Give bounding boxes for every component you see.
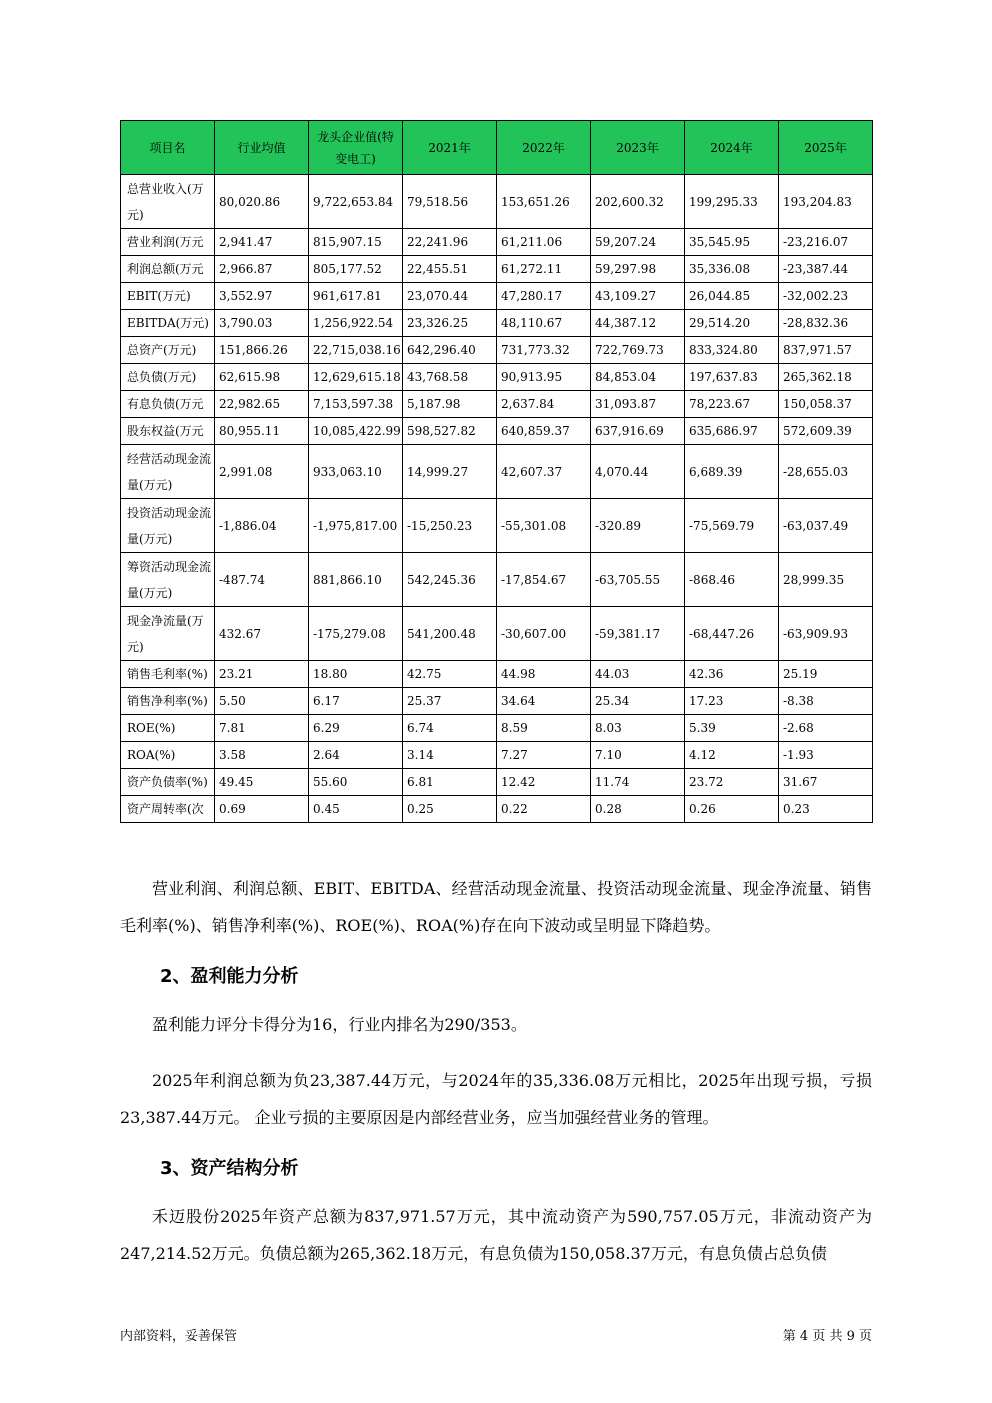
value-cell: 4,070.44 bbox=[591, 445, 685, 499]
value-cell: 635,686.97 bbox=[685, 418, 779, 445]
value-cell: 202,600.32 bbox=[591, 175, 685, 229]
value-cell: 80,020.86 bbox=[215, 175, 309, 229]
row-label-cell: 销售毛利率(%) bbox=[121, 661, 215, 688]
value-cell: 44,387.12 bbox=[591, 310, 685, 337]
value-cell: 48,110.67 bbox=[497, 310, 591, 337]
value-cell: 34.64 bbox=[497, 688, 591, 715]
row-label-cell: 总资产(万元) bbox=[121, 337, 215, 364]
value-cell: 78,223.67 bbox=[685, 391, 779, 418]
value-cell: 62,615.98 bbox=[215, 364, 309, 391]
value-cell: 10,085,422.99 bbox=[309, 418, 403, 445]
table-row bbox=[121, 445, 873, 499]
value-cell: 265,362.18 bbox=[779, 364, 873, 391]
table-row bbox=[121, 499, 873, 553]
value-cell: 17.23 bbox=[685, 688, 779, 715]
value-cell: 35,336.08 bbox=[685, 256, 779, 283]
value-cell: -1.93 bbox=[779, 742, 873, 769]
header-cell: 行业均值 bbox=[215, 121, 309, 175]
value-cell: -2.68 bbox=[779, 715, 873, 742]
value-cell: 3,552.97 bbox=[215, 283, 309, 310]
table-header-row bbox=[121, 121, 873, 175]
value-cell: -63,909.93 bbox=[779, 607, 873, 661]
row-label-cell: 销售净利率(%) bbox=[121, 688, 215, 715]
section-2-heading: 2、盈利能力分析 bbox=[160, 966, 299, 987]
value-cell: -8.38 bbox=[779, 688, 873, 715]
value-cell: 5,187.98 bbox=[403, 391, 497, 418]
row-label-cell: 筹资活动现金流量(万元) bbox=[121, 553, 215, 607]
value-cell: 197,637.83 bbox=[685, 364, 779, 391]
section-2-paragraph-1: 盈利能力评分卡得分为16，行业内排名为290/353。 bbox=[152, 1015, 527, 1034]
value-cell: 961,617.81 bbox=[309, 283, 403, 310]
value-cell: 22,982.65 bbox=[215, 391, 309, 418]
value-cell: 22,715,038.16 bbox=[309, 337, 403, 364]
table-row bbox=[121, 607, 873, 661]
value-cell: 8.03 bbox=[591, 715, 685, 742]
value-cell: 79,518.56 bbox=[403, 175, 497, 229]
value-cell: 2,966.87 bbox=[215, 256, 309, 283]
trend-paragraph: 营业利润、利润总额、EBIT、EBITDA、经营活动现金流量、投资活动现金流量、现金净流量、销售毛利率(%)、销售净利率(%)、ROE(%)、ROA(%)存在向下波动或呈明显下降趋势。 bbox=[120, 879, 872, 935]
row-label-cell: 资产负债率(%) bbox=[121, 769, 215, 796]
value-cell: 6.17 bbox=[309, 688, 403, 715]
table-row bbox=[121, 553, 873, 607]
value-cell: 153,651.26 bbox=[497, 175, 591, 229]
footer-confidential-note: 内部资料，妥善保管 bbox=[120, 1329, 238, 1344]
row-label-cell: EBIT(万元) bbox=[121, 283, 215, 310]
value-cell: 637,916.69 bbox=[591, 418, 685, 445]
value-cell: 14,999.27 bbox=[403, 445, 497, 499]
value-cell: 59,207.24 bbox=[591, 229, 685, 256]
table-row bbox=[121, 256, 873, 283]
value-cell: 2,991.08 bbox=[215, 445, 309, 499]
value-cell: 0.28 bbox=[591, 796, 685, 823]
header-cell: 2021年 bbox=[403, 121, 497, 175]
table-row bbox=[121, 796, 873, 823]
value-cell: -15,250.23 bbox=[403, 499, 497, 553]
value-cell: 598,527.82 bbox=[403, 418, 497, 445]
value-cell: -28,655.03 bbox=[779, 445, 873, 499]
table-row bbox=[121, 418, 873, 445]
value-cell: 199,295.33 bbox=[685, 175, 779, 229]
value-cell: 0.25 bbox=[403, 796, 497, 823]
header-cell: 项目名 bbox=[121, 121, 215, 175]
value-cell: 31,093.87 bbox=[591, 391, 685, 418]
value-cell: -487.74 bbox=[215, 553, 309, 607]
section-2-paragraph-2: 2025年利润总额为负23,387.44万元，与2024年的35,336.08万元相比，2025年出现亏损，亏损23,387.44万元。 企业亏损的主要原因是内部经营业务，应当加强经营业务的管理。 bbox=[120, 1071, 872, 1127]
row-label-cell: 利润总额(万元 bbox=[121, 256, 215, 283]
value-cell: -23,387.44 bbox=[779, 256, 873, 283]
value-cell: 542,245.36 bbox=[403, 553, 497, 607]
value-cell: 22,241.96 bbox=[403, 229, 497, 256]
value-cell: 193,204.83 bbox=[779, 175, 873, 229]
header-cell: 2022年 bbox=[497, 121, 591, 175]
footer-page-number: 第 4 页 共 9 页 bbox=[782, 1329, 872, 1344]
value-cell: 0.45 bbox=[309, 796, 403, 823]
row-label-cell: 总营业收入(万元) bbox=[121, 175, 215, 229]
value-cell: 2.64 bbox=[309, 742, 403, 769]
value-cell: 5.50 bbox=[215, 688, 309, 715]
value-cell: 731,773.32 bbox=[497, 337, 591, 364]
value-cell: 6.74 bbox=[403, 715, 497, 742]
value-cell: 6.81 bbox=[403, 769, 497, 796]
table-row bbox=[121, 742, 873, 769]
value-cell: 55.60 bbox=[309, 769, 403, 796]
section-3-heading: 3、资产结构分析 bbox=[160, 1158, 299, 1179]
value-cell: 44.98 bbox=[497, 661, 591, 688]
value-cell: 23,326.25 bbox=[403, 310, 497, 337]
value-cell: 59,297.98 bbox=[591, 256, 685, 283]
value-cell: 0.22 bbox=[497, 796, 591, 823]
value-cell: 18.80 bbox=[309, 661, 403, 688]
value-cell: -17,854.67 bbox=[497, 553, 591, 607]
value-cell: 43,109.27 bbox=[591, 283, 685, 310]
value-cell: 4.12 bbox=[685, 742, 779, 769]
value-cell: 23.72 bbox=[685, 769, 779, 796]
value-cell: 42.36 bbox=[685, 661, 779, 688]
value-cell: 80,955.11 bbox=[215, 418, 309, 445]
value-cell: 0.69 bbox=[215, 796, 309, 823]
table-row bbox=[121, 661, 873, 688]
value-cell: -75,569.79 bbox=[685, 499, 779, 553]
value-cell: 722,769.73 bbox=[591, 337, 685, 364]
value-cell: 151,866.26 bbox=[215, 337, 309, 364]
value-cell: 7.27 bbox=[497, 742, 591, 769]
value-cell: -1,886.04 bbox=[215, 499, 309, 553]
value-cell: 43,768.58 bbox=[403, 364, 497, 391]
financial-table bbox=[120, 120, 873, 823]
table-row bbox=[121, 337, 873, 364]
value-cell: 837,971.57 bbox=[779, 337, 873, 364]
value-cell: 7.10 bbox=[591, 742, 685, 769]
header-cell: 2023年 bbox=[591, 121, 685, 175]
value-cell: 150,058.37 bbox=[779, 391, 873, 418]
value-cell: -55,301.08 bbox=[497, 499, 591, 553]
value-cell: 6.29 bbox=[309, 715, 403, 742]
value-cell: -175,279.08 bbox=[309, 607, 403, 661]
row-label-cell: 经营活动现金流量(万元) bbox=[121, 445, 215, 499]
table-row bbox=[121, 175, 873, 229]
value-cell: 23,070.44 bbox=[403, 283, 497, 310]
value-cell: 7.81 bbox=[215, 715, 309, 742]
value-cell: 0.26 bbox=[685, 796, 779, 823]
value-cell: 25.19 bbox=[779, 661, 873, 688]
value-cell: 90,913.95 bbox=[497, 364, 591, 391]
value-cell: 572,609.39 bbox=[779, 418, 873, 445]
value-cell: -32,002.23 bbox=[779, 283, 873, 310]
value-cell: 1,256,922.54 bbox=[309, 310, 403, 337]
value-cell: 49.45 bbox=[215, 769, 309, 796]
value-cell: 42,607.37 bbox=[497, 445, 591, 499]
row-label-cell: EBITDA(万元) bbox=[121, 310, 215, 337]
value-cell: 541,200.48 bbox=[403, 607, 497, 661]
value-cell: 432.67 bbox=[215, 607, 309, 661]
value-cell: 31.67 bbox=[779, 769, 873, 796]
section-3-paragraph-1: 禾迈股份2025年资产总额为837,971.57万元，其中流动资产为590,757.05万元，非流动资产为247,214.52万元。负债总额为265,362.18万元，有息负债为150,058.37万元，有息负债占总负债 bbox=[120, 1207, 872, 1263]
header-cell: 2025年 bbox=[779, 121, 873, 175]
value-cell: -63,705.55 bbox=[591, 553, 685, 607]
value-cell: 3.14 bbox=[403, 742, 497, 769]
value-cell: 42.75 bbox=[403, 661, 497, 688]
value-cell: 12,629,615.18 bbox=[309, 364, 403, 391]
row-label-cell: 投资活动现金流量(万元) bbox=[121, 499, 215, 553]
value-cell: -1,975,817.00 bbox=[309, 499, 403, 553]
value-cell: 23.21 bbox=[215, 661, 309, 688]
value-cell: 47,280.17 bbox=[497, 283, 591, 310]
value-cell: 2,941.47 bbox=[215, 229, 309, 256]
row-label-cell: 股东权益(万元 bbox=[121, 418, 215, 445]
value-cell: 6,689.39 bbox=[685, 445, 779, 499]
value-cell: 44.03 bbox=[591, 661, 685, 688]
value-cell: 29,514.20 bbox=[685, 310, 779, 337]
row-label-cell: 资产周转率(次 bbox=[121, 796, 215, 823]
table-row bbox=[121, 229, 873, 256]
table-row bbox=[121, 364, 873, 391]
value-cell: 9,722,653.84 bbox=[309, 175, 403, 229]
value-cell: 84,853.04 bbox=[591, 364, 685, 391]
row-label-cell: ROA(%) bbox=[121, 742, 215, 769]
value-cell: 0.23 bbox=[779, 796, 873, 823]
value-cell: 640,859.37 bbox=[497, 418, 591, 445]
table-row bbox=[121, 310, 873, 337]
header-cell: 龙头企业值(特变电工) bbox=[309, 121, 403, 175]
header-cell: 2024年 bbox=[685, 121, 779, 175]
value-cell: -59,381.17 bbox=[591, 607, 685, 661]
table-row bbox=[121, 715, 873, 742]
value-cell: 61,272.11 bbox=[497, 256, 591, 283]
value-cell: 3,790.03 bbox=[215, 310, 309, 337]
value-cell: 642,296.40 bbox=[403, 337, 497, 364]
value-cell: 35,545.95 bbox=[685, 229, 779, 256]
value-cell: -30,607.00 bbox=[497, 607, 591, 661]
value-cell: 25.37 bbox=[403, 688, 497, 715]
value-cell: 25.34 bbox=[591, 688, 685, 715]
value-cell: -63,037.49 bbox=[779, 499, 873, 553]
table-row bbox=[121, 391, 873, 418]
value-cell: 881,866.10 bbox=[309, 553, 403, 607]
value-cell: 26,044.85 bbox=[685, 283, 779, 310]
value-cell: 5.39 bbox=[685, 715, 779, 742]
value-cell: -68,447.26 bbox=[685, 607, 779, 661]
row-label-cell: 总负债(万元) bbox=[121, 364, 215, 391]
table-row bbox=[121, 688, 873, 715]
value-cell: 815,907.15 bbox=[309, 229, 403, 256]
value-cell: 933,063.10 bbox=[309, 445, 403, 499]
table-row bbox=[121, 283, 873, 310]
row-label-cell: ROE(%) bbox=[121, 715, 215, 742]
value-cell: 11.74 bbox=[591, 769, 685, 796]
row-label-cell: 现金净流量(万元) bbox=[121, 607, 215, 661]
value-cell: -28,832.36 bbox=[779, 310, 873, 337]
value-cell: 805,177.52 bbox=[309, 256, 403, 283]
row-label-cell: 有息负债(万元 bbox=[121, 391, 215, 418]
value-cell: 12.42 bbox=[497, 769, 591, 796]
value-cell: -320.89 bbox=[591, 499, 685, 553]
value-cell: 8.59 bbox=[497, 715, 591, 742]
value-cell: 833,324.80 bbox=[685, 337, 779, 364]
value-cell: -868.46 bbox=[685, 553, 779, 607]
value-cell: 2,637.84 bbox=[497, 391, 591, 418]
value-cell: 7,153,597.38 bbox=[309, 391, 403, 418]
table-body bbox=[121, 175, 873, 823]
row-label-cell: 营业利润(万元 bbox=[121, 229, 215, 256]
value-cell: 22,455.51 bbox=[403, 256, 497, 283]
value-cell: 61,211.06 bbox=[497, 229, 591, 256]
value-cell: 28,999.35 bbox=[779, 553, 873, 607]
value-cell: -23,216.07 bbox=[779, 229, 873, 256]
table-row bbox=[121, 769, 873, 796]
value-cell: 3.58 bbox=[215, 742, 309, 769]
